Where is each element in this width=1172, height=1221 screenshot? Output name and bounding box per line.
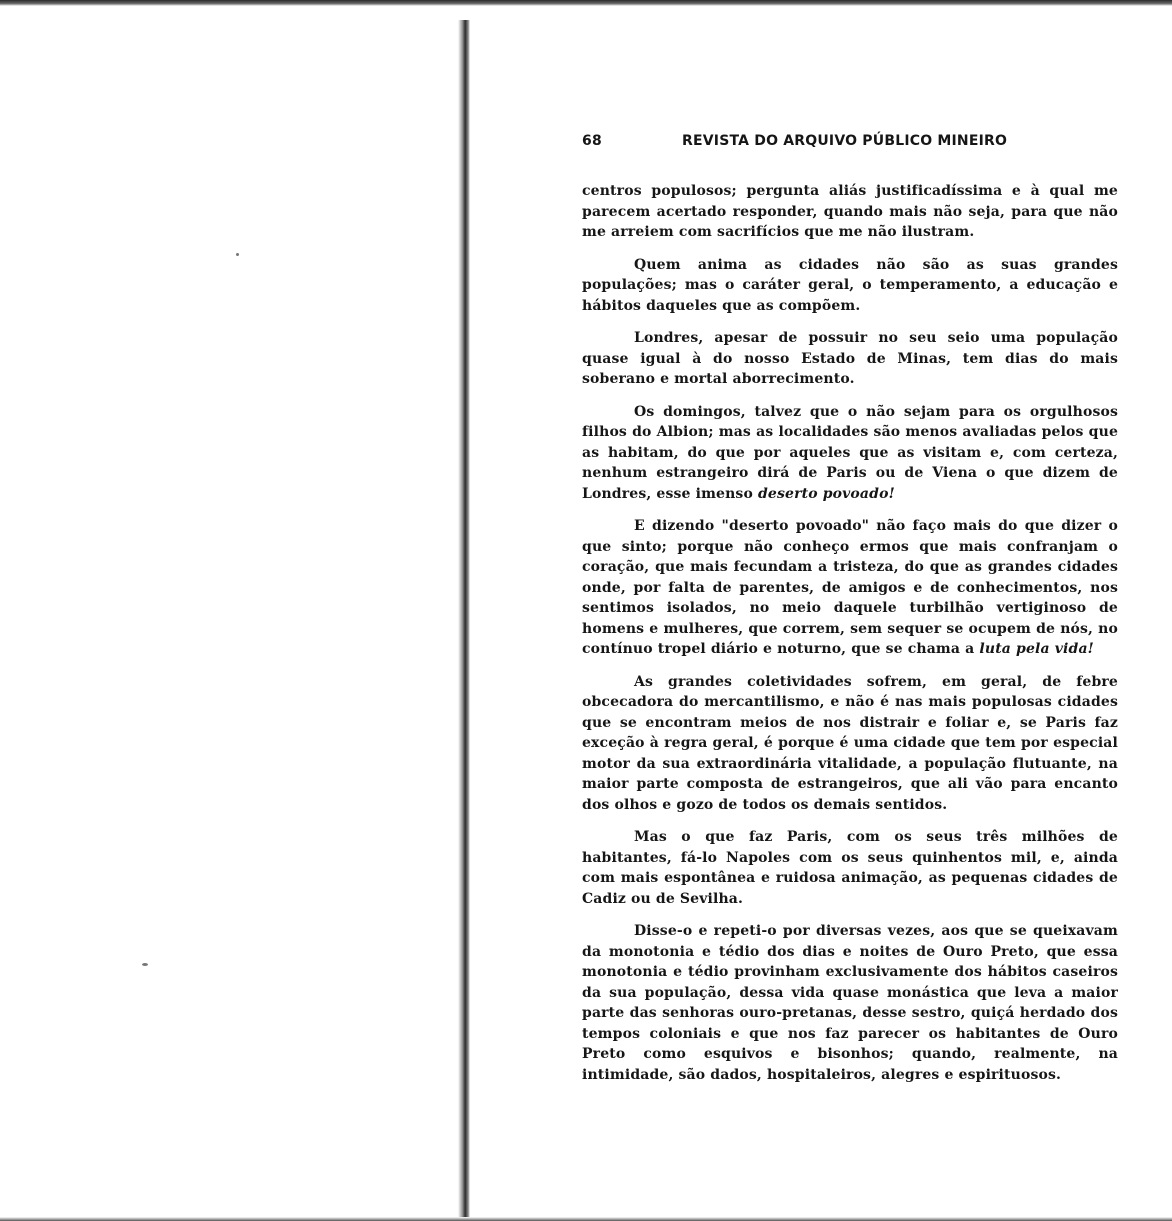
paragraph-2 (582, 255, 1118, 317)
right-page (582, 133, 1118, 1097)
scan-speck (142, 963, 148, 966)
paragraph-8 (582, 921, 1118, 1085)
paragraph-text: Disse-o e repeti-o por diversas vezes, aos que se queixavam da monotonia e tédio dos dias e noites de Ouro Preto, que essa monotonia e tédio provinham exclusivamente dos hábitos caseiros da sua população, dessa vida quase monástica que leva a maior parte das senhoras ouro-pretanas, desse sestro, quiçá herdado dos tempos coloniais e que nos faz parecer os habitantes de Ouro Preto como esquivos e bisonhos; quando, realmente, na intimidade, são dados, hospitaleiros, alegres e espirituosos. (582, 923, 1118, 1083)
paragraph-4 (582, 402, 1118, 505)
page-number: 68 (582, 133, 602, 149)
paragraph-3 (582, 328, 1118, 390)
scan-top-edge (0, 0, 1172, 6)
scan-speck (236, 253, 239, 256)
emphasis-deserto-povoado: deserto povoado! (757, 485, 895, 502)
paragraph-text: Londres, apesar de possuir no seu seio uma população quase igual à do nosso Estado de Minas, tem dias do mais soberano e mortal aborrecimento. (582, 330, 1118, 387)
paragraph-5 (582, 516, 1118, 660)
paragraph-text: As grandes coletividades sofrem, em geral, de febre obcecadora do mercantilismo, e não é nas mais populosas cidades que se encontram meios de nos distrair e foliar e, se Paris faz exceção à regra geral, é porque é uma cidade que tem por especial motor da sua extraordinária vitalidade, a população flutuante, na maior parte composta de estrangeiros, que ali vão para encanto dos olhos e gozo de todos os demais sentidos. (582, 673, 1118, 813)
paragraph-text: Quem anima as cidades não são as suas grandes populações; mas o caráter geral, o temperamento, a educação e hábitos daqueles que as compõem. (582, 256, 1118, 314)
paragraph-text: E dizendo "deserto povoado" não faço mais do que dizer o que sinto; porque não conheço ermos que mais confranjam o coração, que mais fecundam a tristeza, do que as grandes cidades onde, por falta de parentes, de amigos e de conhecimentos, nos sentimos isolados, no meio daquele turbilhão vertiginoso de homens e mulheres, que correm, sem sequer se ocupem de nós, no contínuo tropel diário e noturno, que se chama a (582, 518, 1118, 657)
running-header (582, 133, 1118, 159)
emphasis-luta-pela-vida: luta pela vida! (979, 641, 1094, 657)
paragraph-text: Mas o que faz Paris, com os seus três milhões de habitantes, fá-lo Napoles com os seus quinhentos mil, e, ainda com mais espontânea e ruidosa animação, as pequenas cidades de Cadiz ou de Sevilha. (582, 829, 1118, 907)
paragraph-6 (582, 672, 1118, 816)
paragraph-7 (582, 827, 1118, 909)
paragraph-text: centros populosos; pergunta aliás justificadíssima e à qual me parecem acertado responder, quando mais não seja, para que não me arreiem com sacrifícios que me não ilustram. (582, 183, 1118, 240)
journal-title: REVISTA DO ARQUIVO PÚBLICO MINEIRO (682, 133, 1008, 149)
book-gutter (458, 20, 470, 1221)
scan-bottom-edge (0, 1217, 1172, 1221)
paragraph-1 (582, 181, 1118, 243)
paragraph-text: Os domingos, talvez que o não sejam para os orgulhosos filhos do Albion; mas as localidades são menos avaliadas pelos que as habitam, do que por aqueles que as visitam e, com certeza, nenhum estrangeiro dirá de Paris ou de Viena o que dizem de Londres, esse imenso (582, 403, 1118, 502)
article-body (582, 181, 1118, 1085)
